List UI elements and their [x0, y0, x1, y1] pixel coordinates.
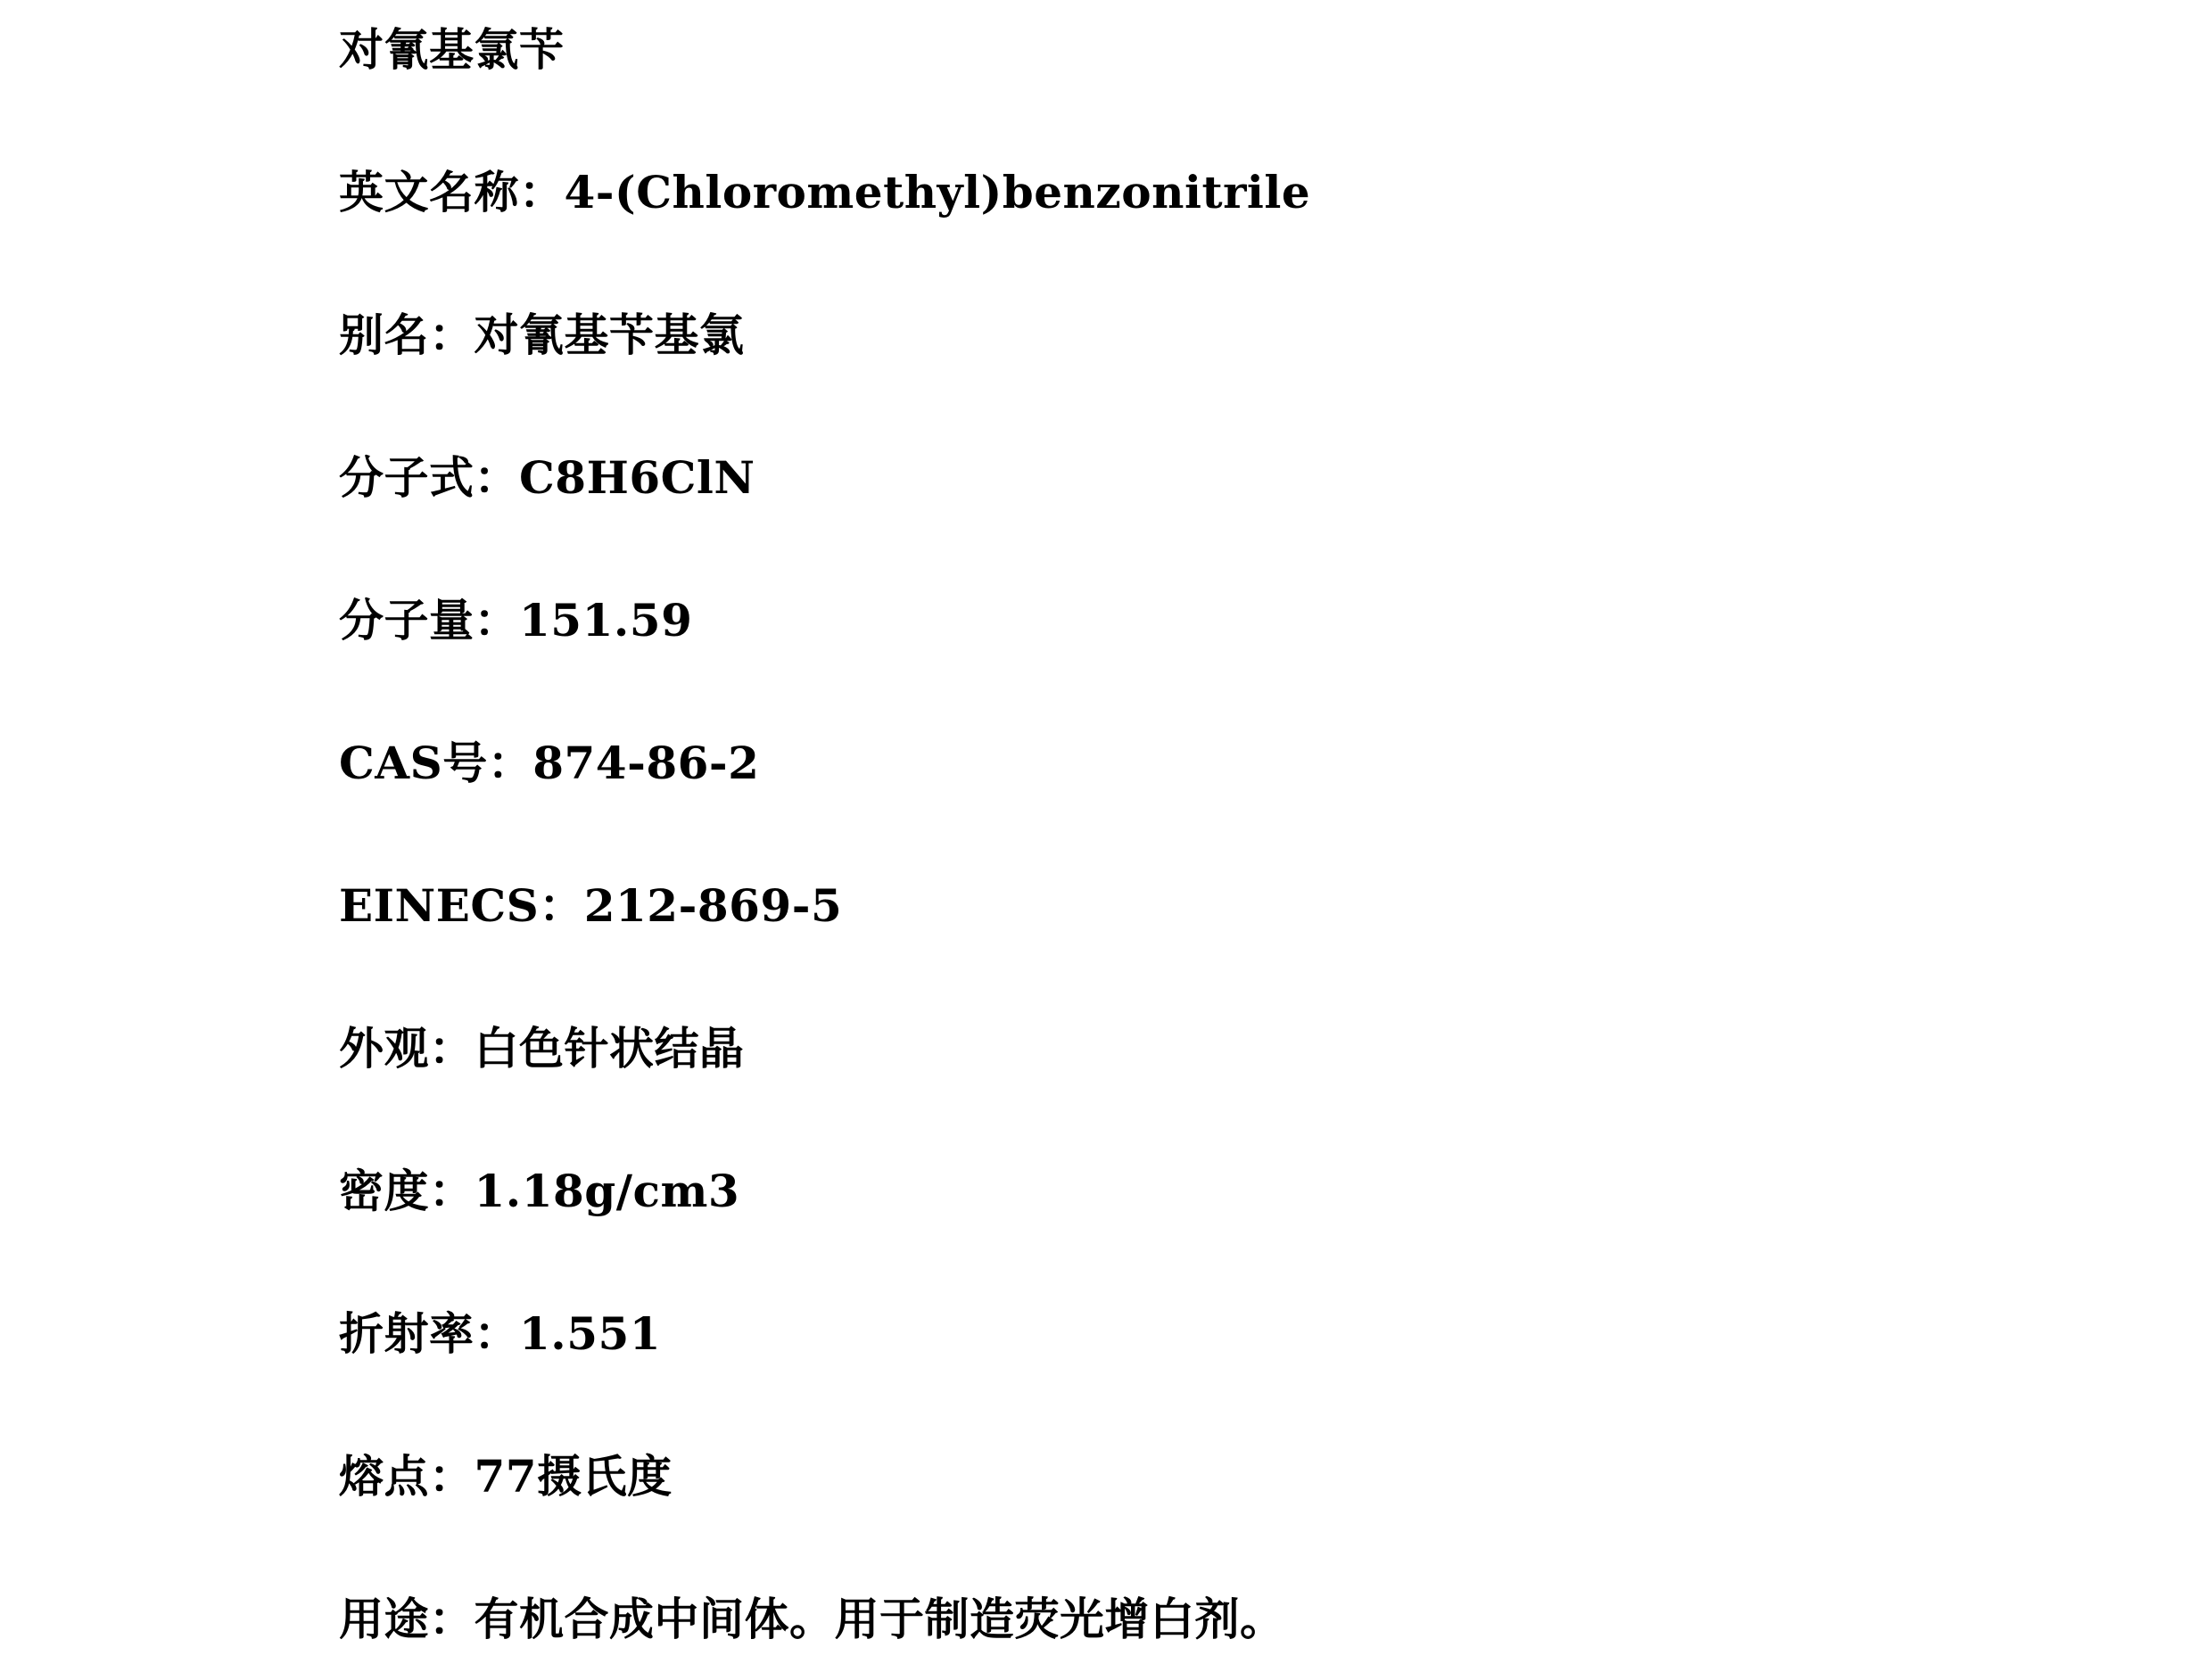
field-value: 1.551: [519, 1307, 662, 1360]
field-label: EINECS：: [339, 879, 584, 932]
document-title: 对氰基氯苄: [339, 23, 565, 76]
field-value: 1.18g/cm3: [474, 1165, 740, 1217]
field-value: C8H6ClN: [519, 451, 755, 504]
field-melting-point: [339, 1450, 673, 1503]
field-label: 英文名称：: [339, 166, 565, 218]
field-value: 有机合成中间体。用于制造荧光增白剂。: [474, 1593, 1285, 1645]
field-label: 外观：: [339, 1022, 475, 1075]
field-label: 分子量：: [339, 594, 519, 647]
field-label: 用途：: [339, 1593, 475, 1645]
field-label: CAS号：: [339, 737, 533, 789]
field-label: 分子式：: [339, 451, 519, 504]
field-label: 折射率：: [339, 1307, 519, 1360]
field-alias: [339, 309, 745, 362]
field-label: 别名：: [339, 309, 475, 361]
field-cas-number: [339, 737, 759, 790]
field-value: 151.59: [519, 594, 693, 647]
field-density: [339, 1165, 739, 1218]
field-value: 对氰基苄基氯: [474, 309, 745, 361]
field-value: 77摄氏度: [474, 1450, 673, 1503]
field-value: 212-869-5: [583, 879, 843, 932]
field-value: 白色针状结晶: [474, 1022, 745, 1075]
field-label: 熔点：: [339, 1450, 475, 1503]
field-refractive-index: [339, 1307, 661, 1361]
field-appearance: [339, 1022, 745, 1075]
field-usage: [339, 1593, 1285, 1646]
field-value: 874-86-2: [532, 737, 760, 789]
field-einecs: [339, 879, 842, 933]
document-page: [339, 0, 2123, 1664]
field-value: 4-(Chloromethyl)benzonitrile: [564, 166, 1311, 218]
field-molecular-formula: [339, 451, 755, 505]
field-english-name: [339, 166, 1310, 219]
field-label: 密度：: [339, 1165, 475, 1217]
field-molecular-weight: [339, 594, 692, 647]
